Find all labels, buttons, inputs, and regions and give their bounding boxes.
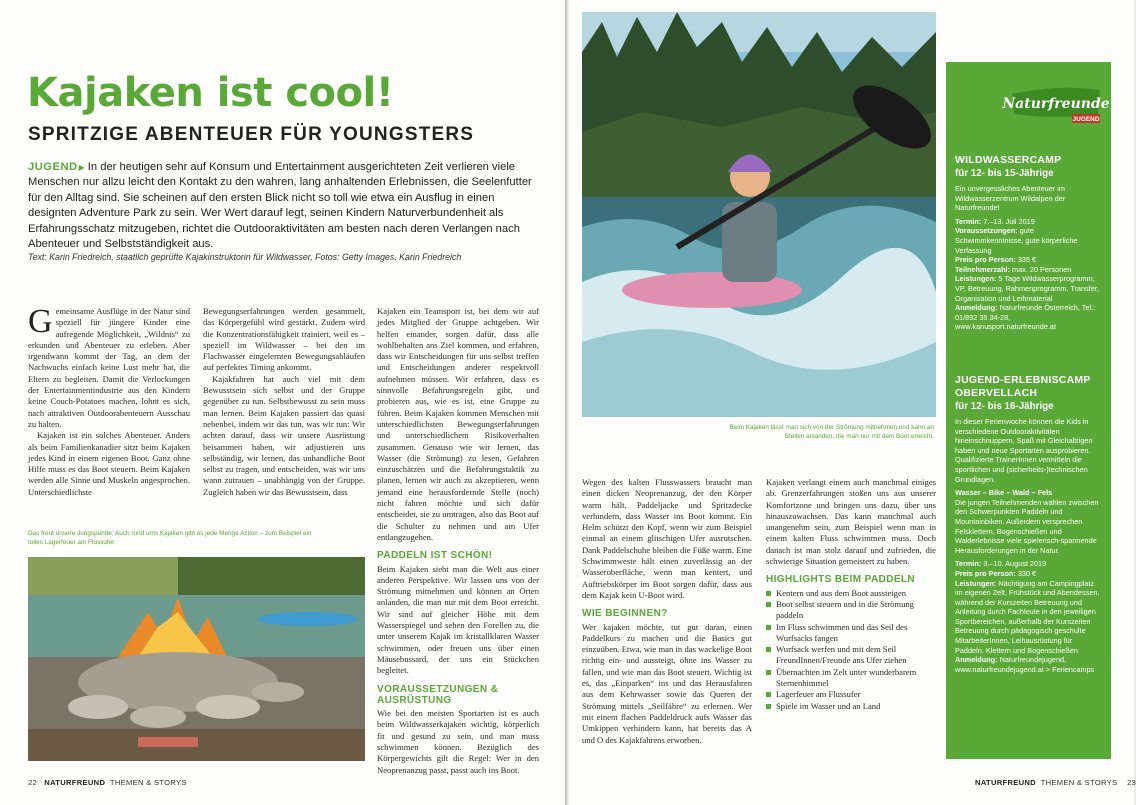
detail-key: Termin: [955, 559, 982, 569]
page-number: 22 [28, 778, 38, 787]
camp-wildwasser [955, 154, 1103, 332]
detail-key: Voraussetzungen: [955, 226, 1018, 236]
detail-key: Anmeldung: [955, 303, 998, 313]
section-heading: PADDELN IST SCHÖN! [377, 550, 493, 562]
camp-detail [955, 226, 1103, 255]
left-column-3 [377, 306, 539, 776]
left-column-2 [203, 306, 365, 498]
detail-value: max. 20 Personen [1012, 264, 1072, 274]
section-name: THEMEN & STORYS [1040, 778, 1118, 787]
magazine-name: NATURFREUND [975, 778, 1036, 787]
kayaker-illustration [582, 12, 936, 417]
section-heading: VORAUSSETZUNGEN & AUSRÜSTUNG [377, 683, 499, 706]
camp-obervellach [955, 374, 1103, 674]
list-item: Spiele im Wasser und an Land [766, 701, 936, 712]
paragraph-text: emeinsame Ausflüge in der Natur sind speziell für jüngere Kinder eine aufregende Möglichkeit, „Wildnis“ zu erkunden und Abenteuer zu erleben. Aber irgendwann kommt der Tag, an dem der Nachwuchs einfach keine Lust mehr hat, die Eltern zu begleiten. Damit die Verlockungen der Entertainmentindustrie aus den Kindern keine Couch-Potatoes machen, lohnt es sich, nach attraktiven Outdoorabenteuern Ausschau zu halten. [28, 306, 190, 429]
photo-caption-campfire: Das freut unsere Jungspunde: Auch rund ums Kajaken gibt es jede Menge Action – zum Beispiel ein tolles Lagerfeuer am Flussufer. [28, 530, 312, 546]
camp-detail [955, 559, 1103, 569]
list-item: Wurfsack werfen und mit dem Seil FreundInnen/Freunde ans Ufer ziehen [766, 644, 936, 667]
article-subtitle: SPRITZIGE ABENTEUER FÜR YOUNGSTERS [28, 124, 475, 145]
activities-text: Die jungen Teilnehmenden wählen zwischen den Schwerpunkten Paddeln und Mountainbiken. Außerdem versprechen Felsklettern, Bogenschießen und Walderlebnisse viele spielerisch-spannende Herausforderungen in der Natur. [955, 497, 1099, 555]
activities-heading [955, 488, 1103, 498]
detail-value: gute Schwimmkenntnisse, gute körperliche Verfassung [955, 226, 1078, 255]
lead-text: In der heutigen sehr auf Konsum und Entertainment ausgerichteten Zeit verlieren viele Menschen nur allzu leicht den Kontakt zu den wahren, lang anhaltenden Erlebnissen, die Seelenfutter für den Alltag sind. Sie scheinen auf den ersten Blick nicht so toll wie etwa ein Ausflug in einen designten Adventure Park zu sein. Wer Wert darauf legt, seinen Kindern Naturverbundenheit als Erfahrungsschatz mitzugeben, richtet die Outdooraktivitäten am besten nach deren Verlangen nach Abenteuer und Selbstständigkeit aus. [28, 161, 532, 251]
detail-value: 7.–13. Juli 2019 [983, 216, 1035, 226]
paragraph: Kajaken ein Teamsport ist, bei dem wir auf jedes Mitglied der Gruppe achtgeben. Wir helfen einander, sorgen dafür, dass alle wohlbehalten ans Ziel kommen, und erfahren, dass wir Entscheidungen für uns selbst treffen und Entscheidungen anderer respektvoll aufnehmen müssen. Wir erfahren, dass es sinnvolle Befahrungsregeln gibt, und probieren aus, wie es ist, eine Gruppe zu führen. Beim Kajaken kommen Menschen mit unterschiedlichsten Bewegungserfahrungen und unterschiedlichem Risikoverhalten zusammen. Genauso wie wir lernen, das Wasser (die Strömung) zu lesen, Gefahren einzuschätzen und die Befahrungstaktik zu planen, lernen wir auch zu akzeptieren, wenn jemand eine herausfordernde Stelle (noch) nicht fahren möchte und sich dafür entscheidet, sie zu umtragen, also das Boot auf die Schulter zu nehmen und am Ufer entlangzugehen. [377, 306, 539, 542]
page-number: 23 [1127, 778, 1136, 787]
camp-detail [955, 303, 1103, 332]
paragraph: Wie bei den meisten Sportarten ist es auch beim Wildwasserkajaken wichtig, körperlich fit und gesund zu sein, und man muss schwimmen können. Bezüglich des Körpergewichts gilt die Regel: Wer in den Neoprenanzug passt, passt auch ins Boot. [377, 708, 539, 775]
camp-title: JUGEND-ERLEBNISCAMP OBERVELLACH [955, 375, 1091, 399]
list-item: Übernachten im Zelt unter wunderbarem Sternenhimmel [766, 667, 936, 690]
campfire-photo [28, 557, 365, 761]
detail-value: Naturfreundejugend, www.naturfreundejugend.at > Feriencamps [955, 655, 1095, 674]
triangle-right-icon: ▶ [78, 163, 85, 172]
campfire-illustration [28, 557, 365, 761]
detail-value: 3.–10. August 2019 [983, 559, 1047, 569]
camp-detail [955, 217, 1103, 227]
photo-caption-kayaker: Beim Kajaken lässt man sich von der Strömung mitnehmen und kann an Stellen anlanden, die man nur mit dem Boot erreicht. [729, 424, 934, 440]
detail-value: Naturfreunde Österreich, Tel.: 01/892 35 34-28, www.kanusport.naturfreunde.at [955, 303, 1096, 332]
paragraph: Kajaken ist ein solches Abenteuer. Anders als beim Familienkanadier sitzt beim Kajaken jedes Kind in einem eigenen Boot. Ganz ohne Hilfe muss es das Boot steuern. Beim Kajaken werden alle Sinne und Muskeln angesprochen. Unterschiedlichste [28, 430, 190, 497]
magazine-name: NATURFREUND [44, 778, 106, 787]
right-column-2 [766, 477, 936, 712]
paragraph: Kajaken verlangt einem auch manchmal einiges ab. Grenzerfahrungen stoßen uns aus unserer Komfortzone und bringen uns dazu, über uns hinauszuwachsen. Das kann manchmal auch unangenehm sein, zum Beispiel wenn man in einem kalten Fluss schwimmen muss. Doch danach ist man stolz darauf und zufrieden, die schwierige Situation gemeistert zu haben. [766, 477, 936, 567]
camp-intro: Ein unvergessliches Abenteuer im Wildwasserzentrum Wildalpen der Naturfreunde! [955, 184, 1066, 213]
activities-heading-text: Wasser – Bike – Wald – Fels [955, 488, 1053, 498]
detail-key: Teilnehmerzahl: [955, 264, 1011, 274]
naturfreunde-logo [1002, 84, 1110, 126]
camp-title: WILDWASSERCAMP [955, 155, 1062, 166]
left-column-1 [28, 303, 190, 498]
naturfreunde-logo-icon [1002, 84, 1110, 126]
section-name: THEMEN & STORYS [109, 778, 187, 787]
author-credit: Text: Karin Friedreich, staatlich geprüfte Kajakinstruktorin für Wildwasser, Fotos: Getty Images, Karin Friedreich [28, 252, 462, 262]
detail-value: 335 € [1017, 255, 1037, 265]
highlights-list [766, 588, 936, 712]
camp-detail [955, 255, 1103, 265]
list-item: Boot selbst steuern und in die Strömung paddeln [766, 599, 936, 622]
detail-value: 330 € [1017, 568, 1037, 578]
logo-text: Naturfreunde [1002, 96, 1110, 112]
lead-paragraph [28, 160, 538, 252]
paragraph: Bewegungserfahrungen werden gesammelt, das Körpergefühl wird gestärkt. Zudem wird die Konzentrationsfähigkeit trainiert, weil es – speziell im Wildwasser – bei den im Flachwasser eingelernten Bewegungsabläufen auf perfektes Timing ankommt. [203, 306, 365, 373]
camp-intro: In dieser Ferienwoche können die Kids in verschiedene Outdooraktivitäten hineinschnuppern, Spaß mit Gleichaltrigen haben und neue Sportarten ausprobieren. Qualifizierte TrainerInnen vermitteln die sportlichen und (sicherheits-)technischen Grundlagen. [955, 417, 1093, 484]
paragraph: Beim Kajaken sieht man die Welt aus einer anderen Perspektive. Wir lassen uns von der Strömung mitnehmen und können an Orten anlanden, die man nur mit dem Boot erreicht. Wir sind auf gleicher Höhe mit dem Wasserspiegel und sehen den Forellen zu, die unter unserem Kajak im kristallklaren Wasser schwimmen, oder freuen uns über einen Mäusebussard, der uns ein Stückchen begleitet. [377, 563, 539, 676]
paragraph [28, 303, 190, 430]
camp-detail [955, 579, 1103, 656]
camp-info-sidebar [946, 62, 1111, 759]
left-page [0, 0, 565, 805]
paragraph: Wegen des kalten Flusswassers braucht man einen dicken Neoprenanzug, der den Körper warm hält. Paddeljacke und Spritzdecke verhindern, dass Wasser ins Boot kommt. Ein Helm schützt den Kopf, wenn wir zum Beispiel einmal an einem glitschigen Ufer ausrutschen. Dank Paddelschuhe bleiben die Füße warm. Eine Schwimmweste hält einen zuverlässig an der Wasseroberfläche, wenn man kentert, und Auftriebskörper im Boot sorgen dafür, dass aus dem Kajak kein U-Boot wird. [582, 477, 752, 600]
camp-detail [955, 655, 1103, 674]
camp-detail [955, 265, 1103, 275]
detail-key: Anmeldung: [955, 655, 998, 665]
detail-key: Leistungen: [955, 274, 997, 284]
detail-value: 5 Tage Wildwasserprogramm, VP, Betreuung, Rahmenprogramm, Transfer, Organisation und Leihmaterial [955, 274, 1099, 303]
article-title: Kajaken ist cool! [27, 70, 394, 116]
list-item: Im Fluss schwimmen und das Seil des Wurfsacks fangen [766, 622, 936, 645]
detail-value: Nächtigung am Campingplatz im eigenen Zelt, Frühstück und Abendessen, während der Kurszeiten Betreuung und Anleitung durch Fachleute in den jeweiligen Sportbereichen, außerhalb der Kurszeiten Betreuung durch pädagogisch geschulte MitarbeiterInnen, Leihausrüstung für Paddeln, Klettern und Bogenschießen [955, 578, 1100, 655]
camp-detail [955, 569, 1103, 579]
paragraph: Wer kajaken möchte, tut gut daran, einen Paddelkurs zu machen und die Basics gut einzuüben. Etwa, wie man in das wackelige Boot richtig ein- und aussteigt, ohne ins Wasser zu fallen, und wie man das Boot steuert. Wichtig ist es, das „Einparken“ ins und das Herausfahren aus dem Kehrwasser sowie das Queren der Strömung mittels „Seilfähre“ zu erlernen. Wer mit einem flachen Paddeldruck aufs Wasser das Umkippen verhindern kann, hat bereits das A und O des Kajakfahrens erworben. [582, 621, 752, 745]
paragraph: Kajakfahren hat auch viel mit dem Bewusstsein sich selbst und der Gruppe gegenüber zu tun. Selbstbewusst zu sein muss man lernen. Beim Kajaken passiert das quasi nebenbei, indem wir das tun, was wir tun: Wir achten darauf, dass wir unsere Ausrüstung beisammen haben, wir adjustieren uns selbständig, wir lernen, das unhandliche Boot selbst zu tragen, und entscheiden, was wir uns wann zutrauen – unabhängig von der Gruppe. Zugleich haben wir das Bewusstsein, dass [203, 373, 365, 497]
right-page [569, 0, 1134, 805]
detail-key: Leistungen: [955, 578, 997, 588]
right-column-1 [582, 477, 752, 746]
camp-age: für 12- bis 16-Jährige [955, 401, 1054, 412]
camp-age: für 12- bis 15-Jährige [955, 168, 1054, 179]
section-heading: HIGHLIGHTS BEIM PADDELN [766, 574, 916, 586]
list-item: Kentern und aus dem Boot aussteigen [766, 588, 936, 599]
logo-subtext: JUGEND [1072, 116, 1100, 123]
page-footer-right [975, 778, 1136, 787]
detail-key: Preis pro Person: [955, 568, 1016, 578]
kayaker-photo [582, 12, 936, 417]
detail-key: Termin: [955, 216, 982, 226]
drop-cap: G [28, 303, 53, 340]
section-heading: WIE BEGINNEN? [582, 608, 668, 620]
list-item: Lagerfeuer am Flussufer [766, 689, 936, 700]
lead-tag: JUGEND [28, 161, 78, 173]
page-footer-left [28, 778, 187, 787]
detail-key: Preis pro Person: [955, 255, 1016, 265]
camp-detail [955, 274, 1103, 303]
